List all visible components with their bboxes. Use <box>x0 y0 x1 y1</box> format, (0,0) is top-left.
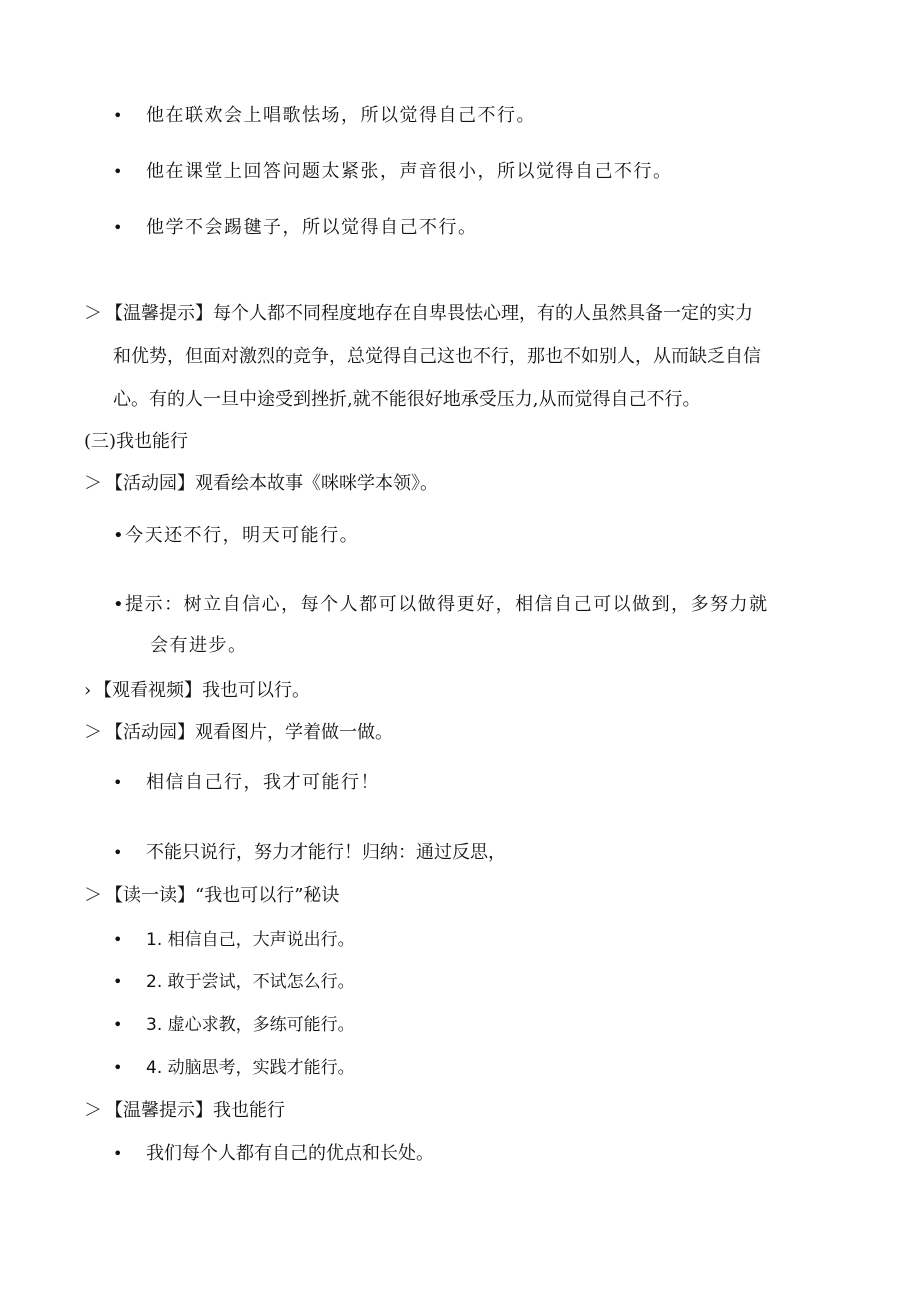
bullet-dot: • <box>113 1144 123 1163</box>
point-item-continuation: 会有进步。 <box>150 635 248 656</box>
list-item: 4. 动脑思考，实践才能行。 <box>146 1058 355 1078</box>
list-item: 相信自己行，我才可能行！ <box>146 772 380 793</box>
list-item: 他在联欢会上唱歌怯场，所以觉得自己不行。 <box>146 105 536 126</box>
list-item: 3. 虚心求教，多练可能行。 <box>146 1015 355 1035</box>
read-heading: 【读一读】“我也可以行”秘诀 <box>105 885 340 906</box>
tip-marker: ＞ <box>84 1100 102 1121</box>
bullet-dot: • <box>113 1015 123 1034</box>
bullet-dot: • <box>113 930 123 949</box>
bullet-dot: • <box>113 843 123 862</box>
activity-heading: 【活动园】观看绘本故事《咪咪学本领》。 <box>105 473 438 494</box>
video-heading: 【观看视频】我也可以行。 <box>94 680 310 701</box>
list-item: 他学不会踢毽子，所以觉得自己不行。 <box>146 217 478 238</box>
activity-heading: 【活动园】观看图片，学着做一做。 <box>105 722 393 743</box>
bullet-dot: • <box>113 773 123 792</box>
point-item: •提示：树立自信心，每个人都可以做得更好，相信自己可以做到，多努力就 <box>113 594 769 615</box>
tip-paragraph-line: 【温馨提示】每个人都不同程度地存在自卑畏怯心理，有的人虽然具备一定的实力 <box>105 303 753 324</box>
list-item: 他在课堂上回答问题太紧张，声音很小，所以觉得自己不行。 <box>146 161 673 182</box>
list-item: 不能只说行，努力才能行！归纳：通过反思， <box>146 842 506 863</box>
activity-marker: ＞ <box>84 473 102 494</box>
tip-paragraph-line: 和优势，但面对激烈的竞争，总觉得自己这也不行，那也不如别人，从而缺乏自信 <box>113 346 761 367</box>
bullet-dot: • <box>113 218 123 237</box>
section-heading: (三)我也能行 <box>84 431 189 452</box>
list-item: 1. 相信自己，大声说出行。 <box>146 930 355 950</box>
read-marker: ＞ <box>84 885 102 906</box>
bullet-dot: • <box>113 106 123 125</box>
tip-heading: 【温馨提示】我也能行 <box>105 1100 285 1121</box>
bullet-dot: • <box>113 1058 123 1077</box>
point-item: •今天还不行，明天可能行。 <box>113 525 360 546</box>
tip-marker: ＞ <box>84 303 102 324</box>
tip-paragraph-line: 心。有的人一旦中途受到挫折,就不能很好地承受压力,从而觉得自己不行。 <box>113 389 701 410</box>
bullet-dot: • <box>113 972 123 991</box>
activity-marker: ＞ <box>84 722 102 743</box>
list-item: 2. 敢于尝试，不试怎么行。 <box>146 972 355 992</box>
bullet-dot: • <box>113 162 123 181</box>
video-marker: › <box>84 680 92 701</box>
list-item: 我们每个人都有自己的优点和长处。 <box>146 1143 434 1164</box>
